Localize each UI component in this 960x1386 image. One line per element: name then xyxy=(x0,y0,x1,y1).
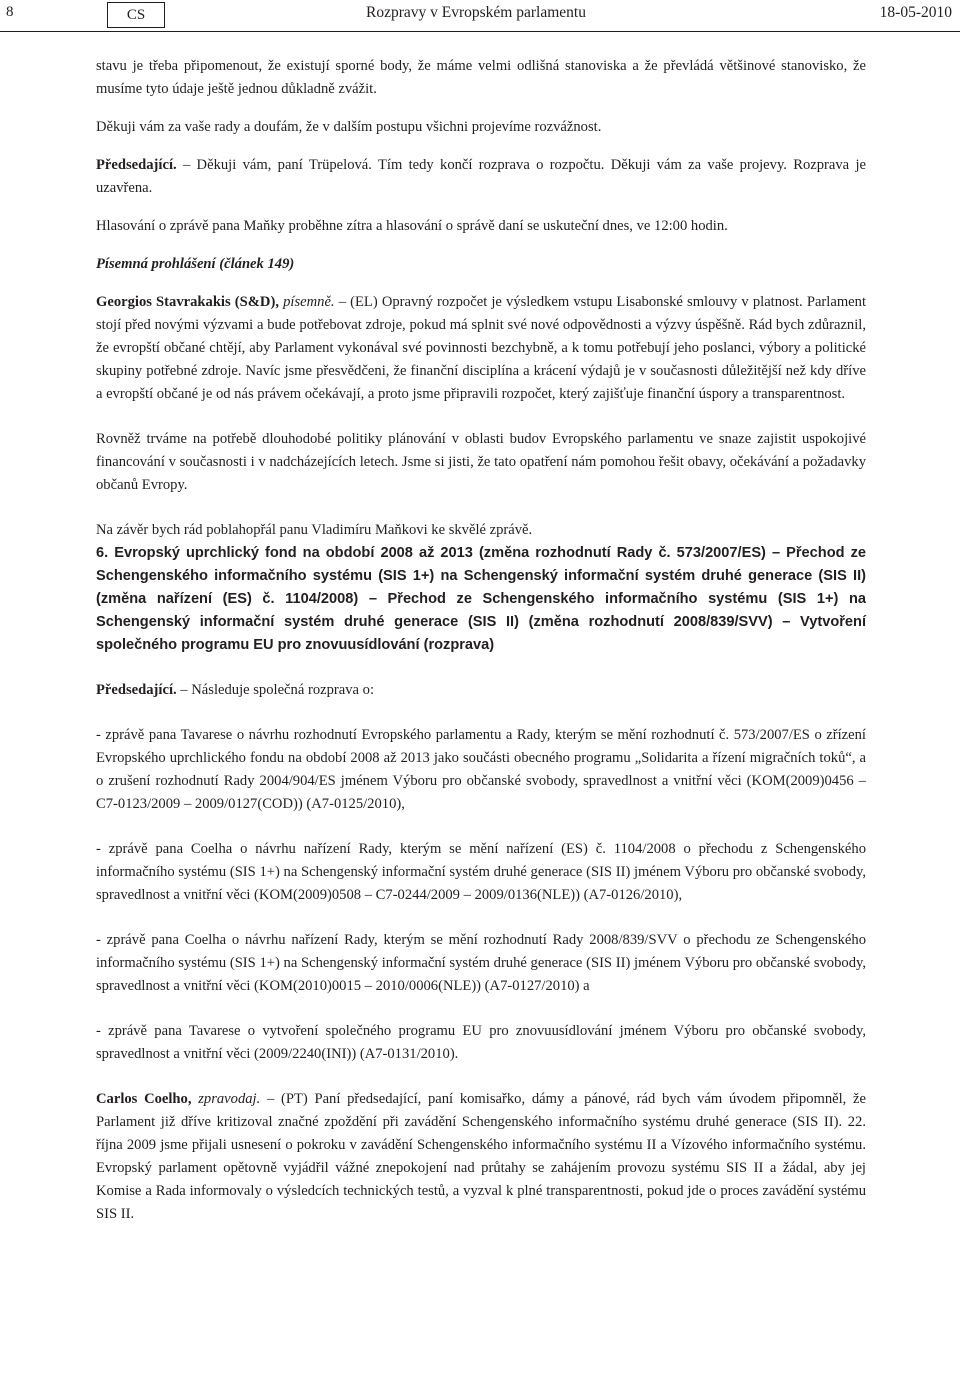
publication-title: Rozpravy v Evropském parlamentu xyxy=(366,4,586,21)
paragraph xyxy=(96,679,866,702)
agenda-item-title: 6. Evropský uprchlický fond na období 2008 až 2013 (změna rozhodnutí Rady č. 573/2007/ES) – Přechod ze Schengenského informačního systému (SIS 1+) na Schengenský informační systém druhé generace (SIS II) (změna nařízení (ES) č. 1104/2008) – Přechod ze Schengenského informačního systému (SIS 1+) na Schengenský informační systém druhé generace (SIS II) (změna rozhodnutí 2008/839/SVV) – Vytvoření společného programu EU pro znovuusídlování (rozprava) xyxy=(96,545,866,653)
list-item: - zprávě pana Coelha o návrhu nařízení Rady, kterým se mění nařízení (ES) č. 1104/2008 o přechodu z Schengenského informačního systému (SIS 1+) na Schengenský informační systém druhé generace (SIS II) jménem Výboru pro občanské svobody, spravedlnost a vnitřní věci (KOM(2009)0508 – C7-0244/2009 – 2009/0136(NLE)) (A7-0126/2010), xyxy=(96,841,866,903)
language-badge: CS xyxy=(107,2,165,28)
speaker-role: zpravodaj. xyxy=(191,1091,261,1107)
list-item: - zprávě pana Tavarese o návrhu rozhodnutí Evropského parlamentu a Rady, kterým se mění rozhodnutí č. 573/2007/ES o zřízení Evropského uprchlického fondu na období 2008 až 2013 jako součásti obecného programu „Solidarita a řízení migračních toků“, a o zrušení rozhodnutí Rady 2004/904/ES jménem Výboru pro občanské svobody, spravedlnost a vnitřní věci (KOM(2009)0456 – C7-0123/2009 – 2009/0127(COD)) (A7-0125/2010), xyxy=(96,727,866,812)
document-body xyxy=(96,55,866,1226)
list-item: - zprávě pana Coelha o návrhu nařízení Rady, kterým se mění rozhodnutí Rady 2008/839/SVV o přechodu ze Schengenského informačního systému (SIS 1+) na Schengenský informační systém druhé generace (SIS II) jménem Výboru pro občanské svobody, spravedlnost a vnitřní věci (KOM(2010)0015 – 2010/0006(NLE)) (A7-0127/2010) a xyxy=(96,932,866,994)
paragraph: Na závěr bych rád poblahopřál panu Vladimíru Maňkovi ke skvělé zprávě. xyxy=(96,522,533,538)
publication-date: 18-05-2010 xyxy=(879,4,952,21)
paragraph: stavu je třeba připomenout, že existují sporné body, že máme velmi odlišná stanoviska a že převládá většinové stanovisko, že musíme tyto údaje ještě jednou důkladně zvážit. xyxy=(96,58,866,97)
speaker-name: Předsedající. xyxy=(96,157,177,173)
paragraph: Děkuji vám za vaše rady a doufám, že v dalším postupu všichni projevíme rozvážnost. xyxy=(96,119,602,135)
page-header xyxy=(0,0,960,34)
speaker-name: Georgios Stavrakakis (S&D), xyxy=(96,294,279,310)
speech-text: – (PT) Paní předsedající, paní komisařko, dámy a pánové, rád bych vám úvodem připomněl, že Parlament již dříve kritizoval značné zpoždění při zavádění Schengenského informačního systému druhé generace (SIS II). 22. října 2009 jsme přijali usnesení o pokroku v zavádění Schengenského informačního systému II a Vízového informačního systému. Evropský parlament opětovně vyjádřil vážné znepokojení nad průtahy se zahájením provozu systému SIS II a žádal, aby jej Komise a Rada informovaly o výsledcích technických testů, a vyzval k plné transparentnosti, pokud jde o proces zavádění systému SIS II. xyxy=(96,1091,866,1222)
section-heading-text: Písemná prohlášení (článek 149) xyxy=(96,256,295,272)
speech-text: – Následuje společná rozprava o: xyxy=(176,682,374,698)
paragraph xyxy=(96,154,866,200)
speaker-name: Carlos Coelho, xyxy=(96,1091,192,1107)
section-heading xyxy=(96,253,866,276)
list-item: - zprávě pana Tavarese o vytvoření společného programu EU pro znovuusídlování jménem Výboru pro občanské svobody, spravedlnost a vnitřní věci (2009/2240(INI)) (A7-0131/2010). xyxy=(96,1023,866,1062)
paragraph: Rovněž trváme na potřebě dlouhodobé politiky plánování v oblasti budov Evropského parlamentu ve snaze zajistit uspokojivé financování v současnosti i v nadcházejících letech. Jsme si jisti, že tato opatření nám pomohou řešit obavy, očekávání a požadavky občanů Evropy. xyxy=(96,431,866,493)
speaker-role: písemně. xyxy=(278,294,335,310)
page-number: 8 xyxy=(6,4,14,20)
speaker-name: Předsedající. xyxy=(96,682,177,698)
speech-text: – Děkuji vám, paní Trüpelová. Tím tedy končí rozprava o rozpočtu. Děkuji vám za vaše projevy. Rozprava je uzavřena. xyxy=(96,157,866,196)
header-rule xyxy=(0,31,960,32)
paragraph xyxy=(96,291,866,406)
speech-text: – (EL) Opravný rozpočet je výsledkem vstupu Lisabonské smlouvy v platnost. Parlament stojí před novými výzvami a bude potřebovat zdroje, pokud má splnit své nové odpovědnosti a výzvy úspěšně. Rád bych zdůraznil, že evropští občané chtějí, aby Parlament vykonával své povinnosti bezchybně, a k tomu potřebují jeho poslanci, výbory a politické skupiny potřebné zdroje. Navíc jsme přesvědčeni, že finanční disciplína a krácení výdajů je v současnosti důležitější než kdy dříve a evropští občané je od nás právem očekávají, a proto jsme připravili rozpočet, který zajišťuje finanční úspory a transparentnost. xyxy=(96,294,866,402)
paragraph xyxy=(96,1088,866,1226)
paragraph: Hlasování o zprávě pana Maňky proběhne zítra a hlasování o správě daní se uskuteční dnes, ve 12:00 hodin. xyxy=(96,218,728,234)
